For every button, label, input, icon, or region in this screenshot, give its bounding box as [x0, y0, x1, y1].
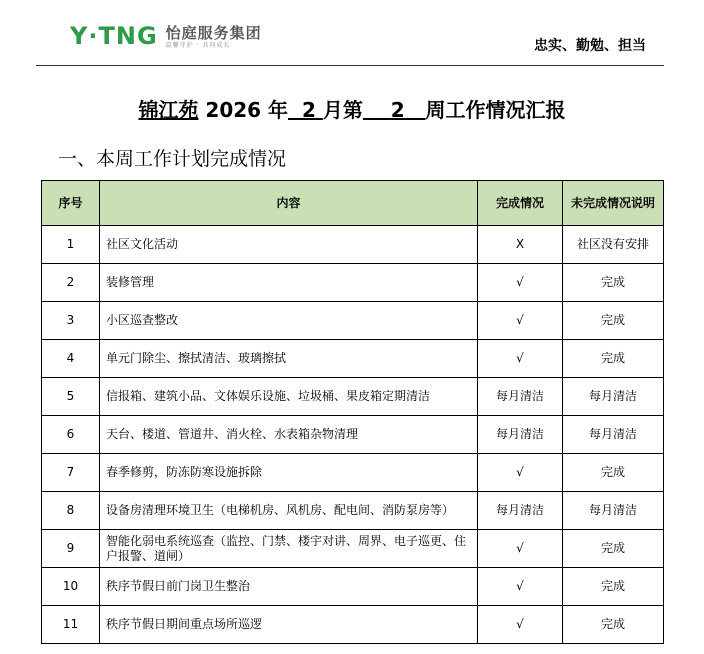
- row-status: √: [478, 340, 563, 378]
- row-content: 秩序节假日前门岗卫生整治: [100, 568, 478, 606]
- row-content: 春季修剪，防冻防寒设施拆除: [100, 454, 478, 492]
- row-note: 每月清洁: [563, 416, 664, 454]
- row-status: X: [478, 226, 563, 264]
- row-note: 每月清洁: [563, 378, 664, 416]
- row-content: 装修管理: [100, 264, 478, 302]
- row-note: 完成: [563, 568, 664, 606]
- table-row: [42, 492, 664, 530]
- row-status: √: [478, 568, 563, 606]
- header-divider: [36, 65, 664, 66]
- row-note: 完成: [563, 606, 664, 644]
- row-no: 10: [42, 568, 100, 606]
- table-row: [42, 226, 664, 264]
- row-no: 4: [42, 340, 100, 378]
- row-content: 小区巡查整改: [100, 302, 478, 340]
- row-content: 社区文化活动: [100, 226, 478, 264]
- table-row: [42, 378, 664, 416]
- row-status: √: [478, 454, 563, 492]
- row-content: 设备房清理环境卫生（电梯机房、风机房、配电间、消防泵房等）: [100, 492, 478, 530]
- title-month-blank: [288, 98, 323, 122]
- row-note: 完成: [563, 264, 664, 302]
- title-week-blank: [363, 98, 426, 122]
- company-motto: 忠实、勤勉、担当: [534, 38, 646, 54]
- row-note: 完成: [563, 340, 664, 378]
- row-note: 社区没有安排: [563, 226, 664, 264]
- row-note: 完成: [563, 530, 664, 568]
- row-no: 7: [42, 454, 100, 492]
- logo-mark: Y·TNG: [70, 22, 158, 50]
- row-status: 每月清洁: [478, 492, 563, 530]
- title-month: 2: [301, 98, 316, 122]
- section-title: 一、本周工作计划完成情况: [58, 148, 287, 170]
- table-row: [42, 530, 664, 568]
- row-no: 3: [42, 302, 100, 340]
- work-plan-table: [41, 180, 664, 644]
- title-project: 锦江苑: [138, 98, 199, 122]
- table-header-row: [42, 181, 664, 226]
- row-status: 每月清洁: [478, 378, 563, 416]
- company-logo: [70, 22, 262, 50]
- table-row: [42, 568, 664, 606]
- row-no: 8: [42, 492, 100, 530]
- report-title: [0, 97, 704, 123]
- row-status: √: [478, 606, 563, 644]
- row-no: 11: [42, 606, 100, 644]
- row-status: √: [478, 530, 563, 568]
- title-suffix: 周工作情况汇报: [425, 98, 566, 122]
- row-content: 秩序节假日期间重点场所巡逻: [100, 606, 478, 644]
- page-header: [36, 0, 664, 66]
- row-no: 6: [42, 416, 100, 454]
- row-content: 单元门除尘、擦拭清洁、玻璃擦拭: [100, 340, 478, 378]
- row-no: 1: [42, 226, 100, 264]
- table-row: [42, 606, 664, 644]
- row-note: 完成: [563, 454, 664, 492]
- row-content: 智能化弱电系统巡查（监控、门禁、楼宇对讲、周界、电子巡更、住户报警、道闸）: [100, 530, 478, 568]
- table-row: [42, 454, 664, 492]
- logo-text: [166, 25, 262, 50]
- row-no: 9: [42, 530, 100, 568]
- title-week: 2: [390, 98, 405, 122]
- row-content: 信报箱、建筑小品、文体娱乐设施、垃圾桶、果皮箱定期清洁: [100, 378, 478, 416]
- title-month-suffix: 月第: [322, 98, 363, 122]
- table-row: [42, 416, 664, 454]
- row-status: √: [478, 264, 563, 302]
- row-no: 5: [42, 378, 100, 416]
- row-no: 2: [42, 264, 100, 302]
- table-row: [42, 340, 664, 378]
- row-content: 天台、楼道、管道井、消火栓、水表箱杂物清理: [100, 416, 478, 454]
- table-row: [42, 302, 664, 340]
- table-row: [42, 264, 664, 302]
- row-note: 每月清洁: [563, 492, 664, 530]
- header-content: 内容: [100, 181, 478, 226]
- logo-company-name: 怡庭服务集团: [165, 24, 262, 42]
- header-status: 完成情况: [478, 181, 563, 226]
- row-status: √: [478, 302, 563, 340]
- header-note: 未完成情况说明: [563, 181, 664, 226]
- row-status: 每月清洁: [478, 416, 563, 454]
- row-note: 完成: [563, 302, 664, 340]
- logo-slogan: 温馨守护 · 共同成长: [165, 42, 231, 49]
- title-year: 2026 年: [205, 98, 289, 122]
- header-no: 序号: [42, 181, 100, 226]
